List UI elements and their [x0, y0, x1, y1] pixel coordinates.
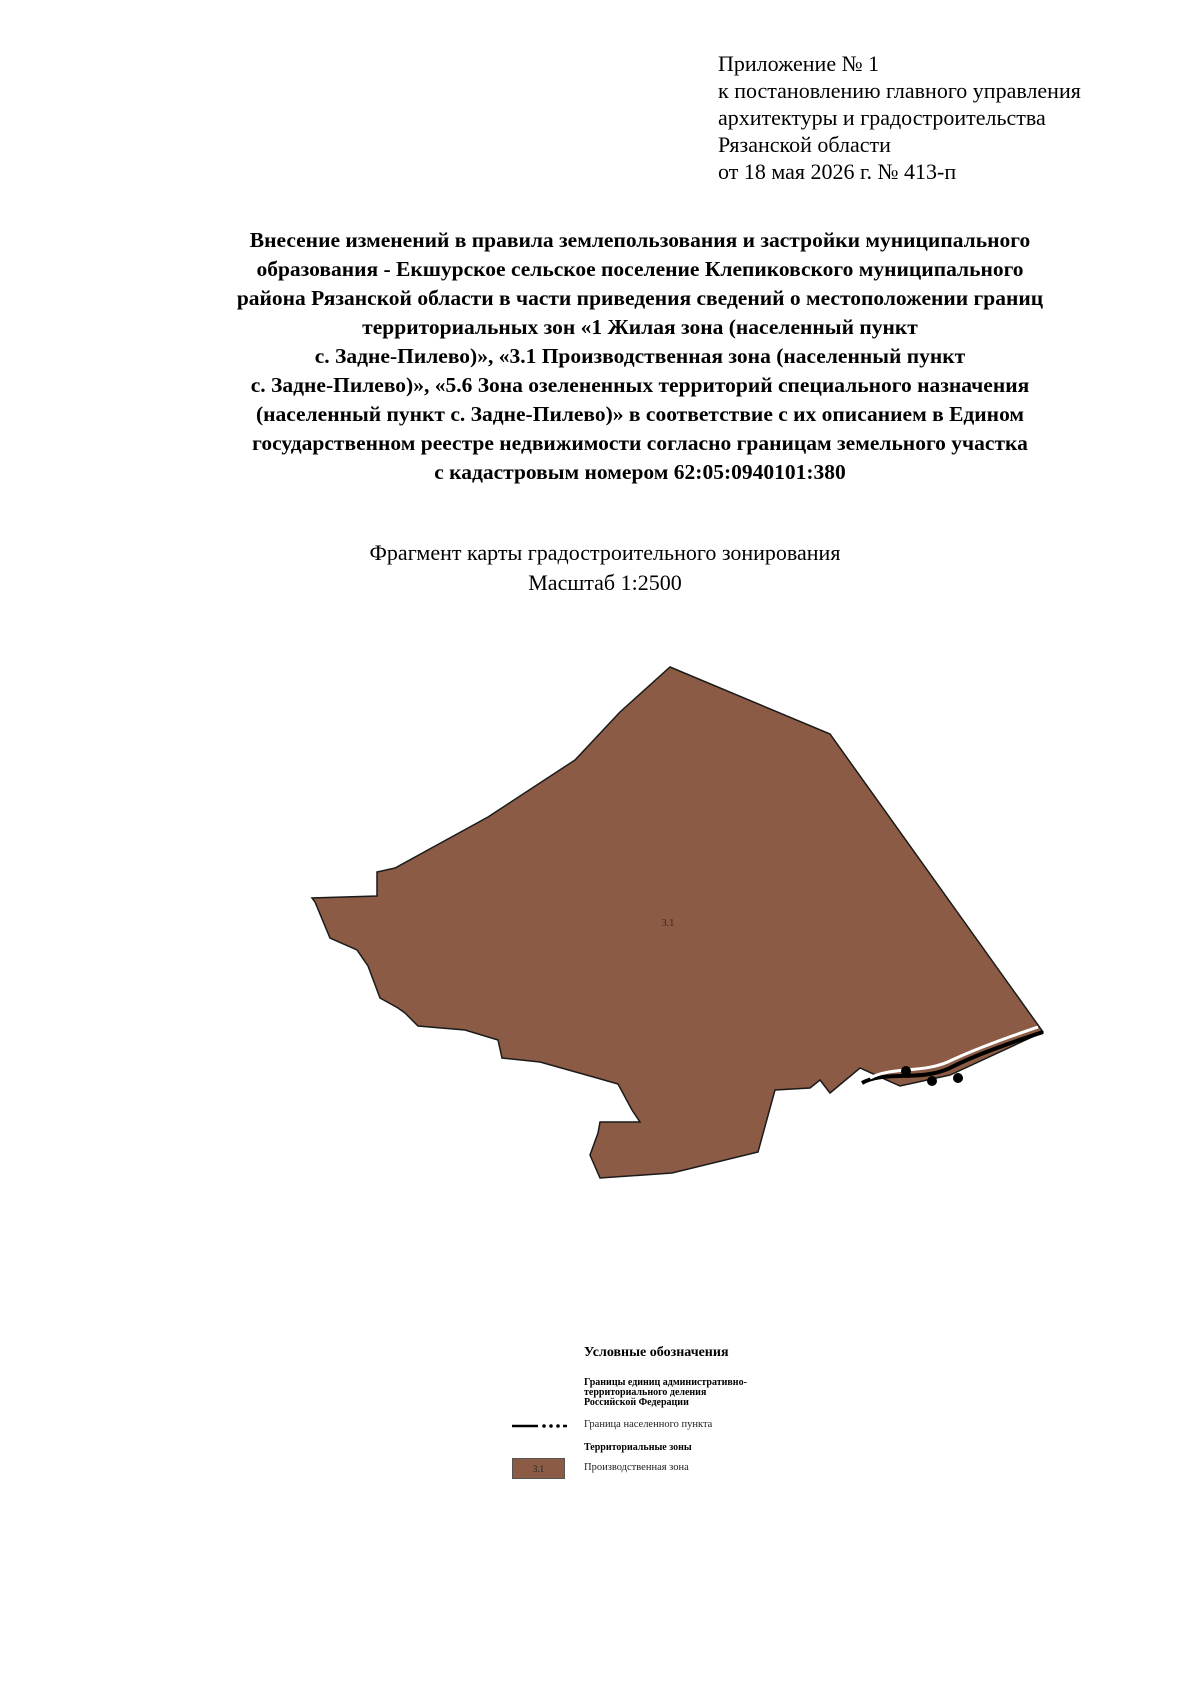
title-line: территориальных зон «1 Жилая зона (населенный пункт [362, 315, 918, 339]
map-fragment-caption: Фрагмент карты градостроительного зонирования [369, 540, 841, 565]
boundary-dot [927, 1076, 937, 1086]
legend-group-admin-line: территориального деления [584, 1387, 707, 1398]
title-line: государственном реестре недвижимости согласно границам земельного участка [252, 431, 1028, 455]
legend-group-admin-line: Границы единиц административно- [584, 1377, 747, 1388]
title-line: с. Задне-Пилево)», «3.1 Производственная зона (населенный пункт [314, 344, 966, 368]
appendix-line: Приложение № 1 [718, 51, 880, 76]
map-scale: Масштаб 1:2500 [528, 570, 682, 595]
legend-group-admin-line: Российской Федерации [584, 1397, 689, 1408]
production-zone-swatch: 3.1 [512, 1458, 565, 1479]
production-zone-label: Производственная зона [584, 1462, 689, 1473]
title-line: с кадастровым номером 62:05:0940101:380 [434, 460, 846, 484]
boundary-dot [953, 1073, 963, 1083]
legend-item-production-zone [512, 1458, 812, 1480]
production-zone-polygon[interactable] [312, 667, 1043, 1178]
title-line: района Рязанской области в части приведения сведений о местоположении границ [236, 286, 1044, 310]
appendix-line: архитектуры и градостроительства [718, 105, 1046, 130]
appendix-line: от 18 мая 2026 г. № 413-п [718, 159, 957, 184]
title-line: с. Задне-Пилево)», «5.6 Зона озелененных территорий специального назначения [250, 373, 1030, 397]
title-line: образования - Екшурское сельское поселение Клепиковского муниципального [256, 257, 1024, 281]
legend-item-settlement-boundary [512, 1419, 812, 1433]
legend-title: Условные обозначения [584, 1345, 729, 1360]
settlement-boundary-symbol [512, 1421, 567, 1431]
zone-label: 3.1 [661, 918, 675, 929]
boundary-dot [901, 1066, 911, 1076]
legend-group-admin-title [584, 1378, 747, 1408]
appendix-line: к постановлению главного управления [718, 78, 1081, 103]
title-line: (населенный пункт с. Задне-Пилево)» в соответствие с их описанием в Едином [255, 402, 1025, 426]
title-line: Внесение изменений в правила землепользования и застройки муниципального [249, 228, 1031, 252]
settlement-boundary-label: Граница населенного пункта [584, 1419, 713, 1430]
appendix-line: Рязанской области [718, 132, 891, 157]
legend-group-zones-title: Территориальные зоны [584, 1442, 692, 1453]
